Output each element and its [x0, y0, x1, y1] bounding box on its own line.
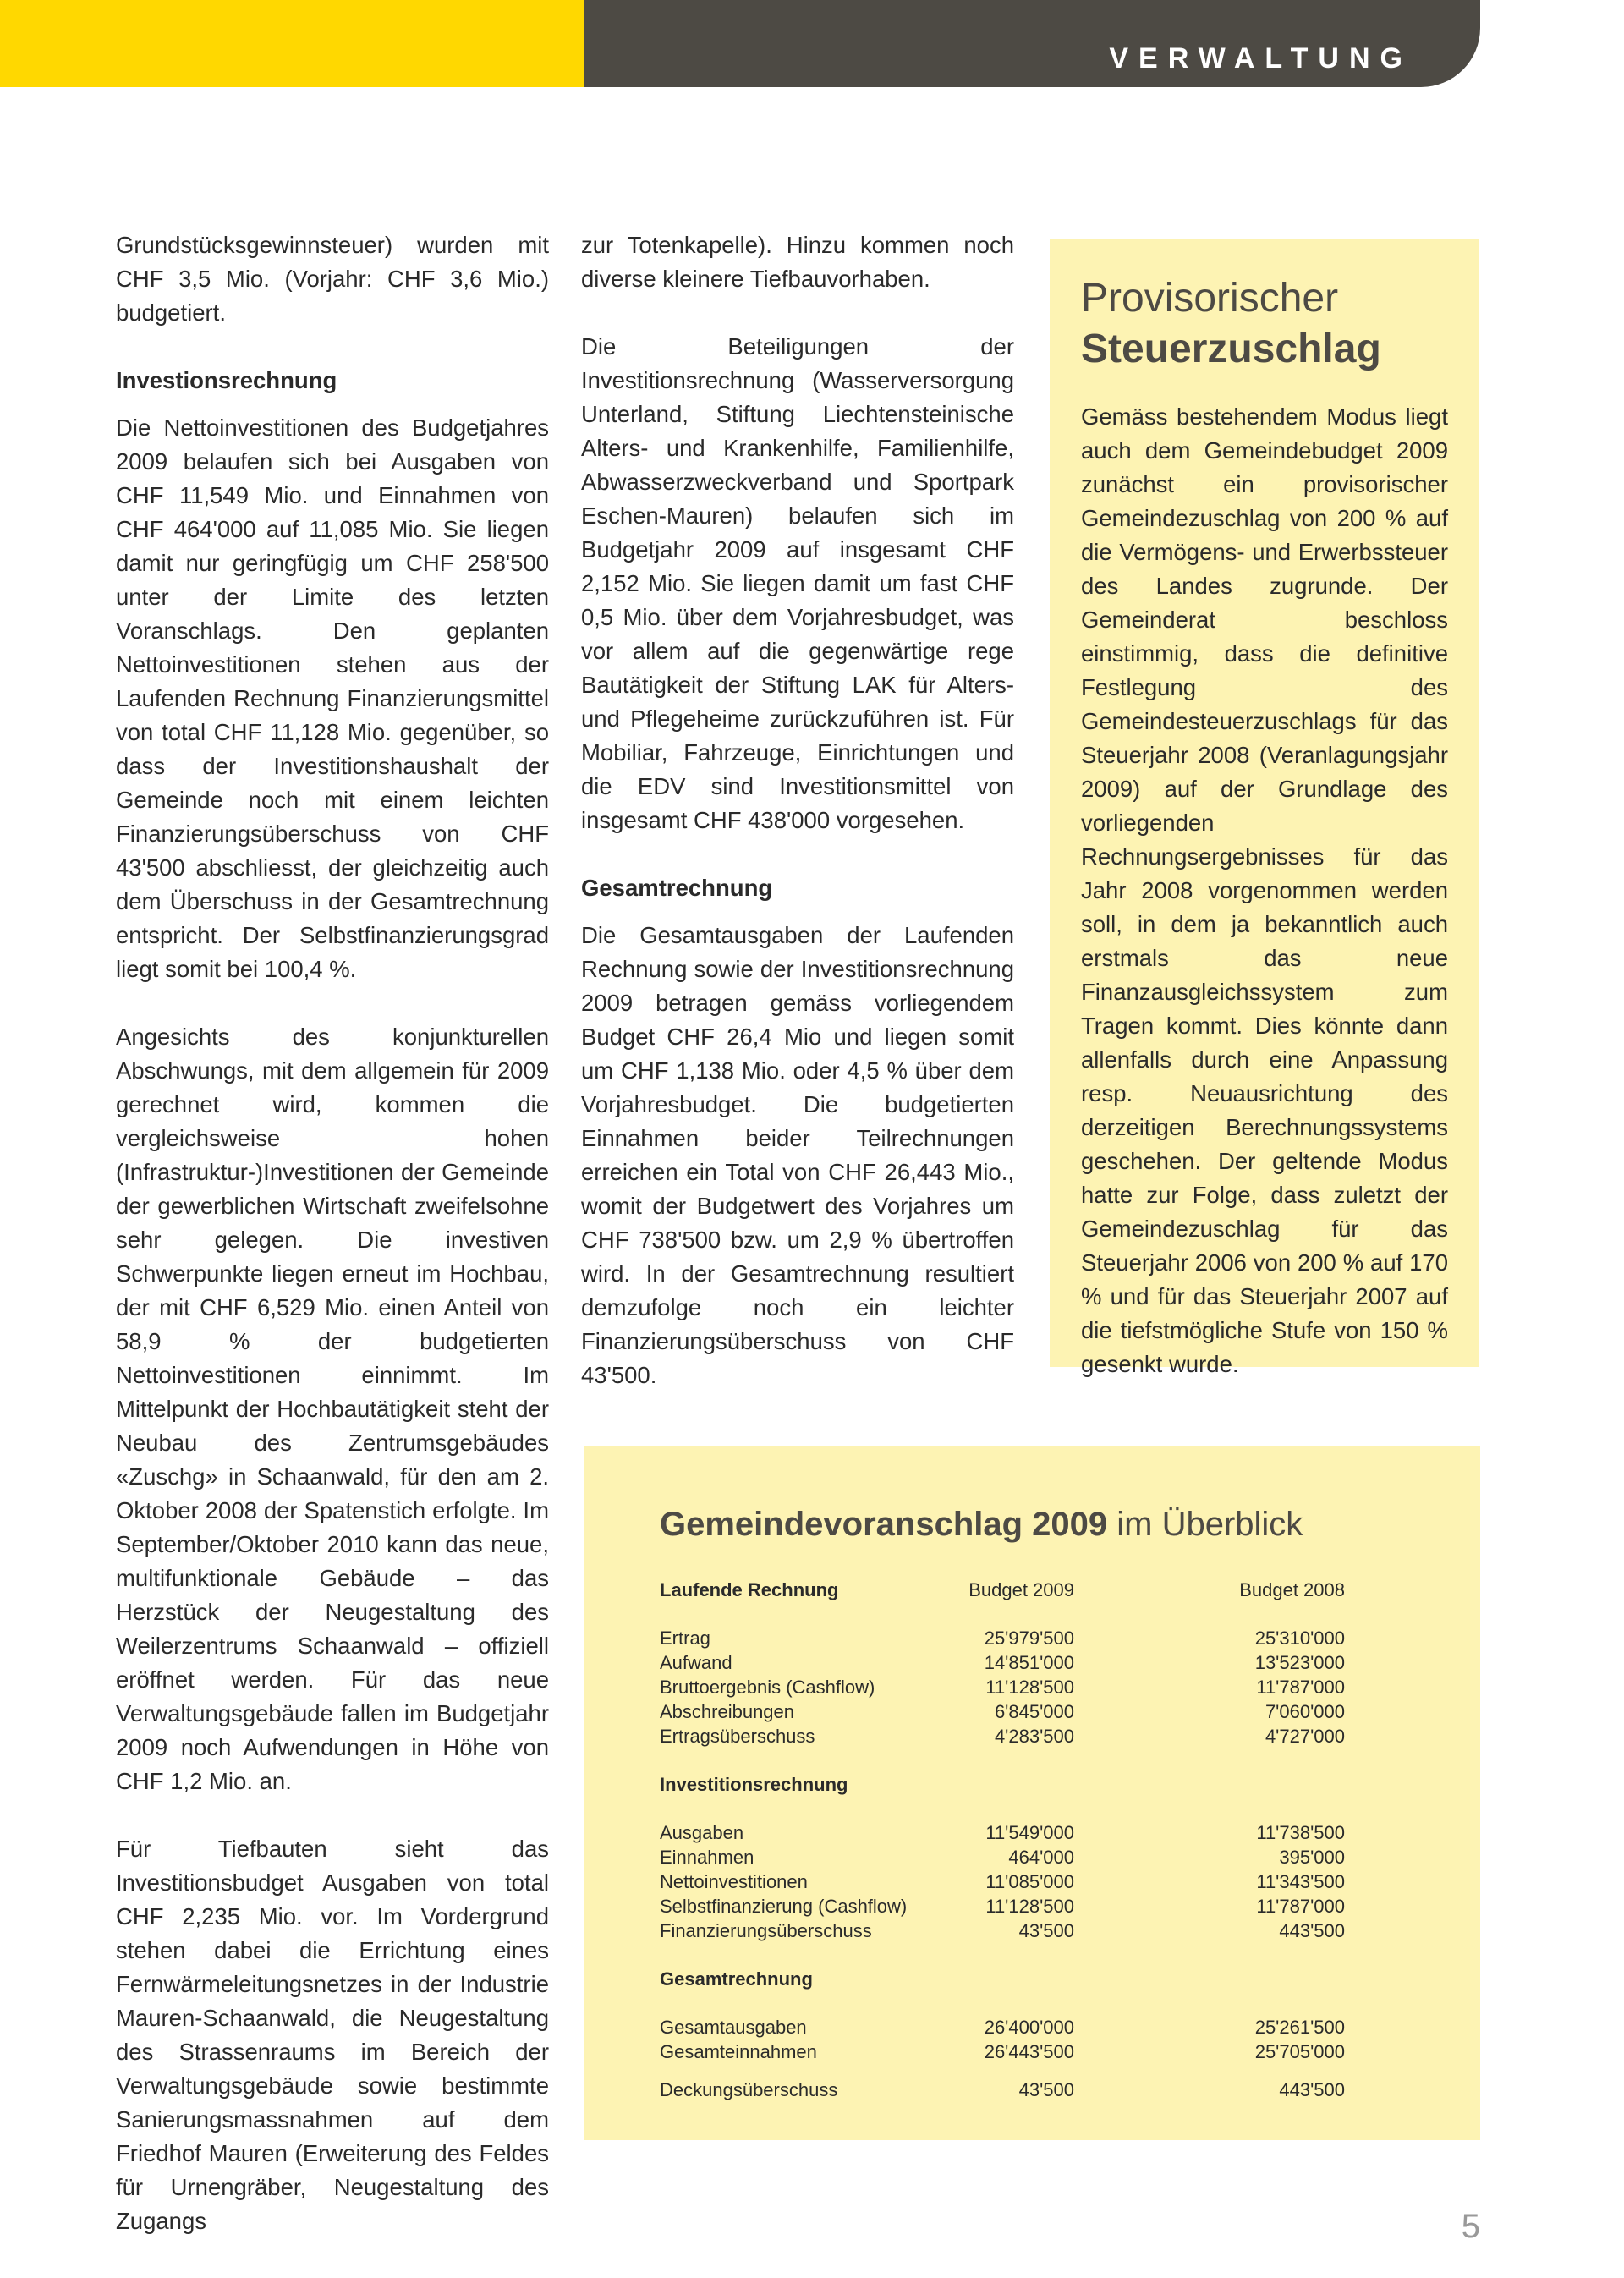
- value-2008: 11'343'500: [1256, 1871, 1345, 1892]
- value-2009: 11'128'500: [985, 1896, 1074, 1917]
- row-label: Einnahmen: [660, 1847, 754, 1868]
- section-heading: Gesamtrechnung: [581, 875, 773, 901]
- table-row-deckung: [660, 2078, 1345, 2102]
- row-label: Abschreibungen: [660, 1701, 795, 1722]
- overview-title: [660, 1506, 1404, 1544]
- row-label: Selbstfinanzierung (Cashflow): [660, 1896, 908, 1917]
- paragraph: Angesichts des konjunkturellen Abschwungs, mit dem allgemein für 2009 gerechnet wird, kommen die vergleichsweise hohen (Infrastruktur-)Investitionen der Gemeinde der gewerblichen Wirtschaft zweifelsohne sehr gelegen. Die investiven Schwerpunkte liegen erneut im Hochbau, der mit CHF 6,529 Mio. einen Anteil von 58,9 % der budgetierten Nettoinvestitionen einnimmt. Im Mittelpunkt der Hochbautätigkeit steht der Neubau des Zentrumsgebäudes «Zuschg» in Schaanwald, für den am 2. Oktober 2008 der Spatenstich erfolgte. Im September/Oktober 2010 kann das neue, multifunktionale Gebäude – das Herzstück der Neugestaltung des Weilerzentrums Schaanwald – offiziell eröffnet werden. Für das neue Verwaltungsgebäude fallen im Budgetjahr 2009 noch Aufwendungen in Höhe von CHF 1,2 Mio. an.: [116, 1024, 549, 1794]
- text-column-1: [116, 228, 549, 2272]
- value-2008: 443'500: [1279, 2079, 1345, 2100]
- value-2009: 6'845'000: [994, 1701, 1074, 1722]
- paragraph: Für Tiefbauten sieht das Investitionsbudget Ausgaben von total CHF 2,235 Mio. vor. Im Vordergrund stehen dabei die Errichtung eines Fernwärmeleitungsnetzes in der Industrie Mauren-Schaanwald, die Neugestaltung des Strassenraums im Bereich der Verwaltungsgebäude sowie bestimmte Sanierungsmassnahmen auf dem Friedhof Mauren (Erweiterung des Feldes für Urnengräber, Neugestaltung des Zugangs: [116, 1836, 549, 2234]
- table-section-heading: Gesamtrechnung: [660, 1968, 813, 1990]
- value-2008: 25'310'000: [1254, 1628, 1345, 1649]
- value-2009: 11'128'500: [985, 1677, 1074, 1698]
- table-row: [660, 1699, 1345, 1724]
- table-row: [660, 1675, 1345, 1699]
- row-label: Aufwand: [660, 1652, 732, 1673]
- row-label: Deckungsüberschuss: [660, 2079, 838, 2100]
- header-yellow-bar: [0, 0, 584, 87]
- value-2008: 443'500: [1279, 1920, 1345, 1941]
- table-row: [660, 1820, 1345, 1845]
- value-2008: 25'705'000: [1254, 2041, 1345, 2062]
- page-number: 5: [1461, 2208, 1480, 2245]
- paragraph: Die Beteiligungen der Investitionsrechnung (Wasserversorgung Unterland, Stiftung Liechtensteinische Alters- und Krankenhilfe, Familienhilfe, Abwasserzweckverband und Sportpark Eschen-Mauren) belaufen sich im Budgetjahr 2009 auf insgesamt CHF 2,152 Mio. Sie liegen damit um fast CHF 0,5 Mio. über dem Vorjahresbudget, was vor allem auf die gegenwärtige rege Bautätigkeit der Stiftung LAK für Alters- und Pflegeheime zurückzuführen ist. Für Mobiliar, Fahrzeuge, Einrichtungen und die EDV sind Investitionsmittel von insgesamt CHF 438'000 vorgesehen.: [581, 333, 1014, 833]
- row-label: Bruttoergebnis (Cashflow): [660, 1677, 875, 1698]
- value-2009: 43'500: [1018, 2079, 1074, 2100]
- row-label: Ausgaben: [660, 1822, 744, 1843]
- table-section-row: [660, 1772, 1345, 1820]
- table-section-heading: Laufende Rechnung: [660, 1579, 839, 1600]
- value-2008: 13'523'000: [1254, 1652, 1345, 1673]
- section-heading: Investionsrechnung: [116, 367, 337, 393]
- value-2009: 11'085'000: [985, 1871, 1074, 1892]
- paragraph: Grundstücksgewinnsteuer) wurden mit CHF 3,5 Mio. (Vorjahr: CHF 3,6 Mio.) budgetiert.: [116, 232, 549, 326]
- table-row: [660, 1845, 1345, 1869]
- sidebar-title-line2: Steuerzuschlag: [1081, 327, 1381, 371]
- sidebar-body: Gemäss bestehendem Modus liegt auch dem Gemeindebudget 2009 zunächst ein provisorischer Gemeindezuschlag von 200 % auf die Vermögens- und Erwerbssteuer des Landes zugrunde. Der Gemeinderat beschloss einstimmig, dass die definitive Festlegung des Gemeindesteuerzuschlags für das Steuerjahr 2008 (Veranlagungsjahr 2009) auf der Grundlage des vorliegenden Rechnungsergebnisses für das Jahr 2008 vorgenommen werden soll, in dem ja bekanntlich auch erstmals das neue Finanzausgleichssystem zum Tragen kommt. Dies könnte dann allenfalls durch eine Anpassung resp. Neuausrichtung des derzeitigen Berechnungssystems geschehen. Der geltende Modus hatte zur Folge, dass zuletzt der Gemeindezuschlag für das Steuerjahr 2006 von 200 % auf 170 % und für das Steuerjahr 2007 auf die tiefstmögliche Stufe von 150 % gesenkt wurde.: [1081, 403, 1448, 1377]
- value-2009: 464'000: [1008, 1847, 1074, 1868]
- row-label: Finanzierungsüberschuss: [660, 1920, 872, 1941]
- sidebar-box: [1050, 239, 1479, 1377]
- sidebar-title-line1: Provisorischer: [1081, 276, 1339, 321]
- overview-box: [584, 1446, 1480, 2140]
- table-row: [660, 1918, 1345, 1943]
- table-row: [660, 1724, 1345, 1748]
- value-2009: 14'851'000: [984, 1652, 1074, 1673]
- value-2009: 26'443'500: [984, 2041, 1074, 2062]
- value-2008: 4'727'000: [1265, 1726, 1345, 1747]
- table-row: [660, 1894, 1345, 1918]
- row-label: Gesamtausgaben: [660, 2017, 807, 2038]
- table-section-heading: Investitionsrechnung: [660, 1774, 848, 1795]
- table-row: [660, 1626, 1345, 1650]
- value-2008: 11'787'000: [1256, 1677, 1345, 1698]
- overview-title-rest: im Überblick: [1107, 1506, 1303, 1543]
- value-2009: 43'500: [1018, 1920, 1074, 1941]
- text-column-2: [581, 228, 1014, 1426]
- paragraph: zur Totenkapelle). Hinzu kommen noch diverse kleinere Tiefbauvorhaben.: [581, 232, 1014, 292]
- row-label: Ertrag: [660, 1628, 710, 1649]
- value-2008: 395'000: [1279, 1847, 1345, 1868]
- budget-table: [660, 1578, 1345, 2102]
- table-row: [660, 1869, 1345, 1894]
- table-row: [660, 2015, 1345, 2039]
- header-dark-bar: [584, 0, 1480, 87]
- row-label: Nettoinvestitionen: [660, 1871, 808, 1892]
- table-section-row: [660, 1967, 1345, 2015]
- value-2008: 11'787'000: [1256, 1896, 1345, 1917]
- table-header-row: [660, 1578, 1345, 1626]
- table-row: [660, 1650, 1345, 1675]
- row-label: Gesamteinnahmen: [660, 2041, 817, 2062]
- column-header-2009: Budget 2009: [968, 1579, 1074, 1600]
- value-2008: 11'738'500: [1256, 1822, 1345, 1843]
- paragraph: Die Gesamtausgaben der Laufenden Rechnung sowie der Investitionsrechnung 2009 betragen gemäss vorliegendem Budget CHF 26,4 Mio und liegen somit um CHF 1,138 Mio. oder 4,5 % über dem Vorjahresbudget. Die budgetierten Einnahmen beider Teilrechnungen erreichen ein Total von CHF 26,443 Mio., womit der Budgetwert des Vorjahres um CHF 738'500 bzw. um 2,9 % übertroffen wird. In der Gesamtrechnung resultiert demzufolge noch ein leichter Finanzierungsüberschuss von CHF 43'500.: [581, 922, 1014, 1388]
- overview-title-bold: Gemeindevoranschlag 2009: [660, 1506, 1108, 1543]
- value-2009: 26'400'000: [984, 2017, 1074, 2038]
- value-2008: 25'261'500: [1254, 2017, 1345, 2038]
- column-header-2008: Budget 2008: [1239, 1579, 1345, 1600]
- value-2009: 4'283'500: [994, 1726, 1074, 1747]
- value-2009: 25'979'500: [984, 1628, 1074, 1649]
- value-2008: 7'060'000: [1265, 1701, 1345, 1722]
- sidebar-title: [1081, 273, 1448, 375]
- row-label: Ertragsüberschuss: [660, 1726, 815, 1747]
- value-2009: 11'549'000: [985, 1822, 1074, 1843]
- paragraph: Die Nettoinvestitionen des Budgetjahres 2009 belaufen sich bei Ausgaben von CHF 11,549 Mio. und Einnahmen von CHF 464'000 auf 11,085 Mio. Sie liegen damit nur geringfügig um CHF 258'500 unter der Limite des letzten Voranschlags. Den geplanten Nettoinvestitionen stehen aus der Laufenden Rechnung Finanzierungsmittel von total CHF 11,128 Mio. gegenüber, so dass der Investitionshaushalt der Gemeinde noch mit einem leichten Finanzierungsüberschuss von CHF 43'500 abschliesst, der gleichzeitig auch dem Überschuss in der Gesamtrechnung entspricht. Der Selbstfinanzierungsgrad liegt somit bei 100,4 %.: [116, 414, 549, 982]
- table-row: [660, 2039, 1345, 2064]
- section-title: VERWALTUNG: [1109, 42, 1413, 74]
